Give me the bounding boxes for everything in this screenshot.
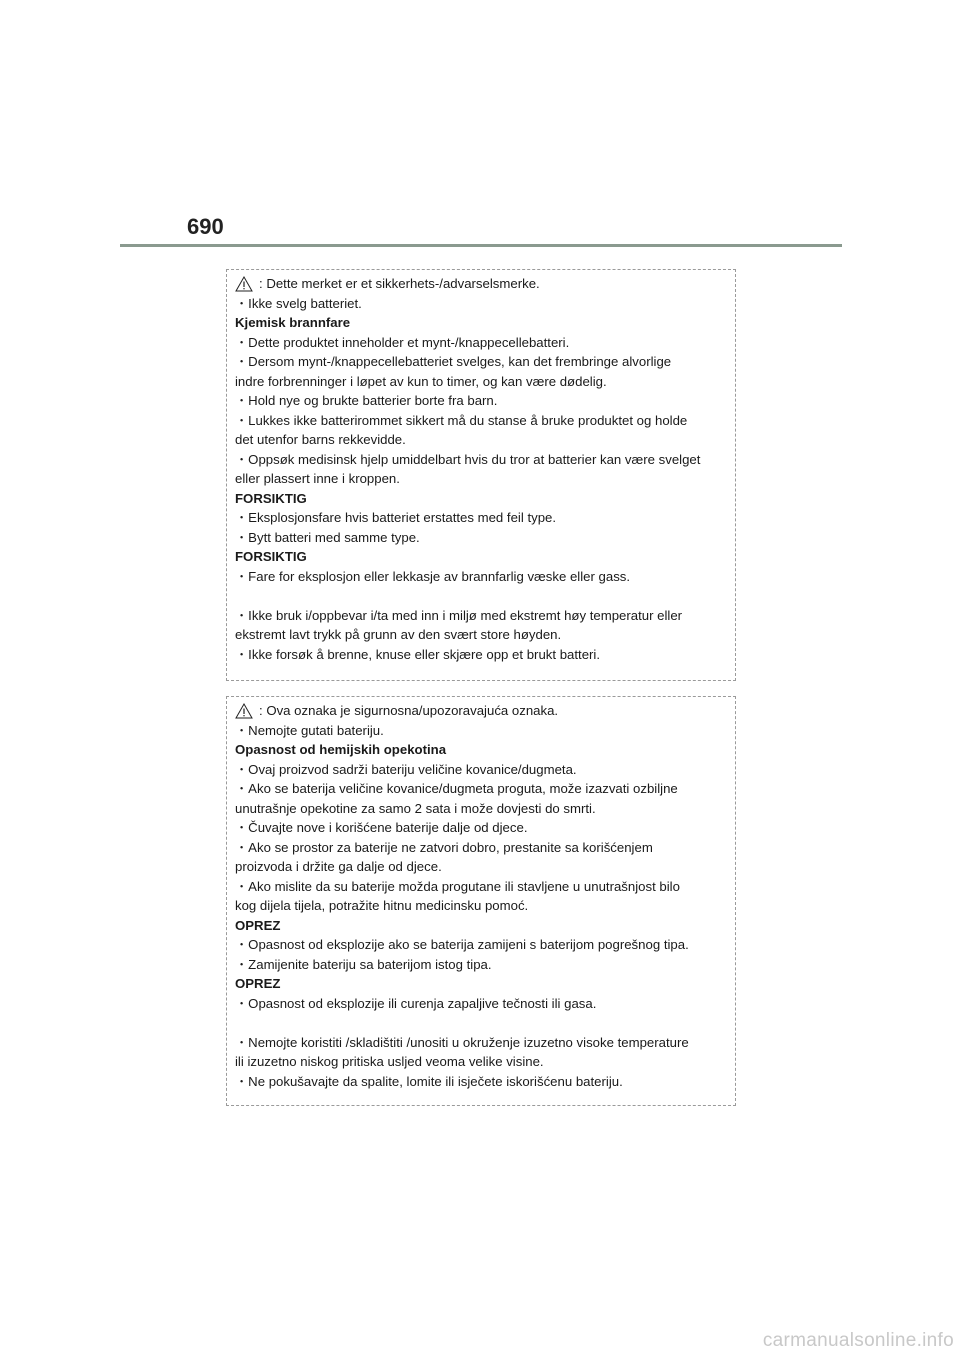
blank-line bbox=[235, 586, 735, 606]
notice-line: ・Ikke forsøk å brenne, knuse eller skjære opp et brukt batteri. bbox=[235, 646, 601, 662]
blank-line bbox=[235, 1013, 735, 1033]
notice-line: proizvoda i držite ga dalje od djece. bbox=[235, 859, 442, 874]
notice-line: ・Opasnost od eksplozije ako se baterija zamijeni s baterijom pogrešnog tipa. bbox=[235, 937, 689, 952]
warning-triangle-icon bbox=[235, 703, 253, 719]
notice-line: ・Ikke bruk i/oppbevar i/ta med inn i miljø med ekstremt høy temperatur eller bbox=[235, 607, 683, 623]
header-rule bbox=[120, 244, 842, 247]
section-heading: OPREZ bbox=[235, 976, 281, 991]
notice-line: ・Nemojte koristiti /skladištiti /unositi u okruženje izuzetno visoke temperature bbox=[235, 1034, 689, 1050]
notice-line: ・Fare for eksplosjon eller lekkasje av brannfarlig væske eller gass. bbox=[235, 568, 631, 584]
notice-line: unutrašnje opekotine za samo 2 sata i može dovjesti do smrti. bbox=[235, 800, 596, 816]
notice-line: ekstremt lavt trykk på grunn av den svært store høyden. bbox=[235, 627, 562, 642]
notice-line: ・Ako mislite da su baterije možda progutane ili stavljene u unutrašnjost bilo bbox=[235, 878, 680, 894]
norwegian-warning-header-text: : Dette merket er et sikkerhets-/advarselsmerke. bbox=[259, 276, 540, 291]
croatian-warning-lines bbox=[235, 721, 735, 1092]
notice-line: ・Ikke svelg batteriet. bbox=[235, 295, 362, 311]
notice-line: ・Dersom mynt-/knappecellebatteriet svelges, kan det frembringe alvorlige bbox=[235, 354, 672, 369]
notice-line: ・Ne pokušavajte da spalite, lomite ili isječete iskorišćenu bateriju. bbox=[235, 1073, 623, 1089]
norwegian-warning-lines bbox=[235, 294, 735, 665]
notice-line: ・Nemojte gutati bateriju. bbox=[235, 722, 384, 738]
notice-line: ・Ako se prostor za baterije ne zatvori dobro, prestanite sa korišćenjem bbox=[235, 839, 653, 855]
notice-line: indre forbrenninger i løpet av kun to timer, og kan være dødelig. bbox=[235, 373, 607, 389]
notice-line: ・Zamijenite bateriju sa baterijom istog tipa. bbox=[235, 956, 492, 972]
norwegian-warning-box bbox=[226, 269, 736, 681]
notice-line: kog dijela tijela, potražite hitnu medicinsku pomoć. bbox=[235, 898, 529, 913]
notice-line: ・Oppsøk medisinsk hjelp umiddelbart hvis du tror at batterier kan være svelget bbox=[235, 451, 701, 467]
croatian-warning-box bbox=[226, 696, 736, 1106]
footer-watermark: carmanualsonline.info bbox=[762, 1330, 954, 1351]
notice-line: det utenfor barns rekkevidde. bbox=[235, 432, 406, 447]
notice-line: ・Hold nye og brukte batterier borte fra barn. bbox=[235, 393, 498, 408]
notice-line: ・Čuvajte nove i korišćene baterije dalje od djece. bbox=[235, 820, 528, 835]
section-heading: Kjemisk brannfare bbox=[235, 315, 351, 330]
croatian-warning-header bbox=[235, 701, 735, 721]
warning-triangle-icon bbox=[235, 276, 253, 292]
notice-line: ・Bytt batteri med samme type. bbox=[235, 529, 420, 545]
section-heading: FORSIKTIG bbox=[235, 549, 307, 564]
section-heading: FORSIKTIG bbox=[235, 490, 307, 506]
notice-line: ・Eksplosjonsfare hvis batteriet erstattes med feil type. bbox=[235, 510, 557, 525]
page-number: 690 bbox=[187, 214, 224, 239]
section-heading: OPREZ bbox=[235, 917, 281, 933]
norwegian-warning-header bbox=[235, 274, 735, 294]
notice-line: ・Ako se baterija veličine kovanice/dugmeta proguta, može izazvati ozbiljne bbox=[235, 781, 678, 796]
croatian-warning-header-text: : Ova oznaka je sigurnosna/upozoravajuća oznaka. bbox=[259, 703, 559, 718]
notice-line: eller plassert inne i kroppen. bbox=[235, 471, 400, 486]
notice-line: ・Ovaj proizvod sadrži bateriju veličine kovanice/dugmeta. bbox=[235, 761, 577, 777]
section-heading: Opasnost od hemijskih opekotina bbox=[235, 742, 447, 757]
notice-line: ・Lukkes ikke batterirommet sikkert må du stanse å bruke produktet og holde bbox=[235, 412, 688, 428]
notice-line: ili izuzetno niskog pritiska usljed veoma velike visine. bbox=[235, 1054, 544, 1069]
notice-line: ・Dette produktet inneholder et mynt-/knappecellebatteri. bbox=[235, 334, 570, 350]
notice-line: ・Opasnost od eksplozije ili curenja zapaljive tečnosti ili gasa. bbox=[235, 995, 597, 1011]
